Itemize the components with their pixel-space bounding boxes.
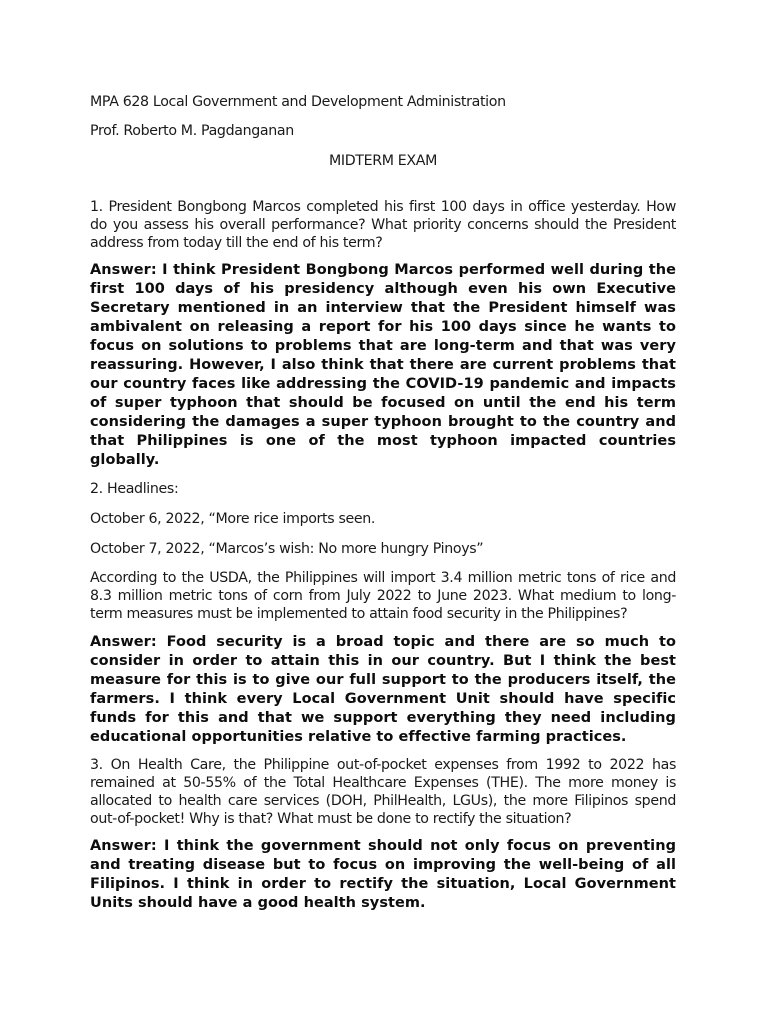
answer-3-text: swer: I think the government should not only focus on preventing and treating disease but to focus on improving the well-being of all Filipinos. I think in order to rectify the situation, Local Government Units should have a good health system.: [90, 838, 676, 911]
course-title: MPA 628 Local Government and Development Administration: [90, 94, 506, 110]
question-3: 3. On Health Care, the Philippine out-of-pocket expenses from 1992 to 2022 has remained at 50-55% of the Total Healthcare Expenses (THE). The more money is allocated to health care services (DOH, PhilHealth, LGUs), the more Filipinos spend out-of-pocket! Why is that? What must be done to rectify the situation?: [90, 757, 676, 827]
headline-1: October 6, 2022, “More rice imports seen.: [90, 511, 376, 527]
answer-3: [90, 837, 676, 913]
answer-3-prefix: An: [90, 838, 112, 854]
answer-1: Answer: I think President Bongbong Marcos performed well during the first 100 days of his presidency although even his own Executive Secretary mentioned in an interview that the President himself was ambivalent on releasing a report for his 100 days since he wants to focus on solutions to problems that are long-term and that was very reassuring. However, I also think that there are current problems that our country faces like addressing the COVID-19 pandemic and impacts of super typhoon that should be focused on until the end his term considering the damages a super typhoon brought to the country and that Philippines is one of the most typhoon impacted countries globally.: [90, 262, 676, 468]
professor-name: Prof. Roberto M. Pagdanganan: [90, 123, 294, 139]
question-1: 1. President Bongbong Marcos completed his first 100 days in office yesterday. How do you assess his overall performance? What priority concerns should the President address from today till the end of his term?: [90, 199, 676, 251]
question-2: According to the USDA, the Philippines will import 3.4 million metric tons of rice and 8.3 million metric tons of corn from July 2022 to June 2023. What medium to long-term measures must be implemented to attain food security in the Philippines?: [90, 570, 676, 622]
headline-2: October 7, 2022, “Marcos’s wish: No more hungry Pinoys”: [90, 541, 484, 557]
answer-2: Answer: Food security is a broad topic and there are so much to consider in order to attain this in our country. But I think the best measure for this is to give our full support to the producers itself, the farmers. I think every Local Government Unit should have specific funds for this and that we support everything they need including educational opportunities relative to effective farming practices.: [90, 634, 676, 745]
exam-title: MIDTERM EXAM: [328, 153, 438, 169]
question-2-label: 2. Headlines:: [90, 481, 179, 497]
